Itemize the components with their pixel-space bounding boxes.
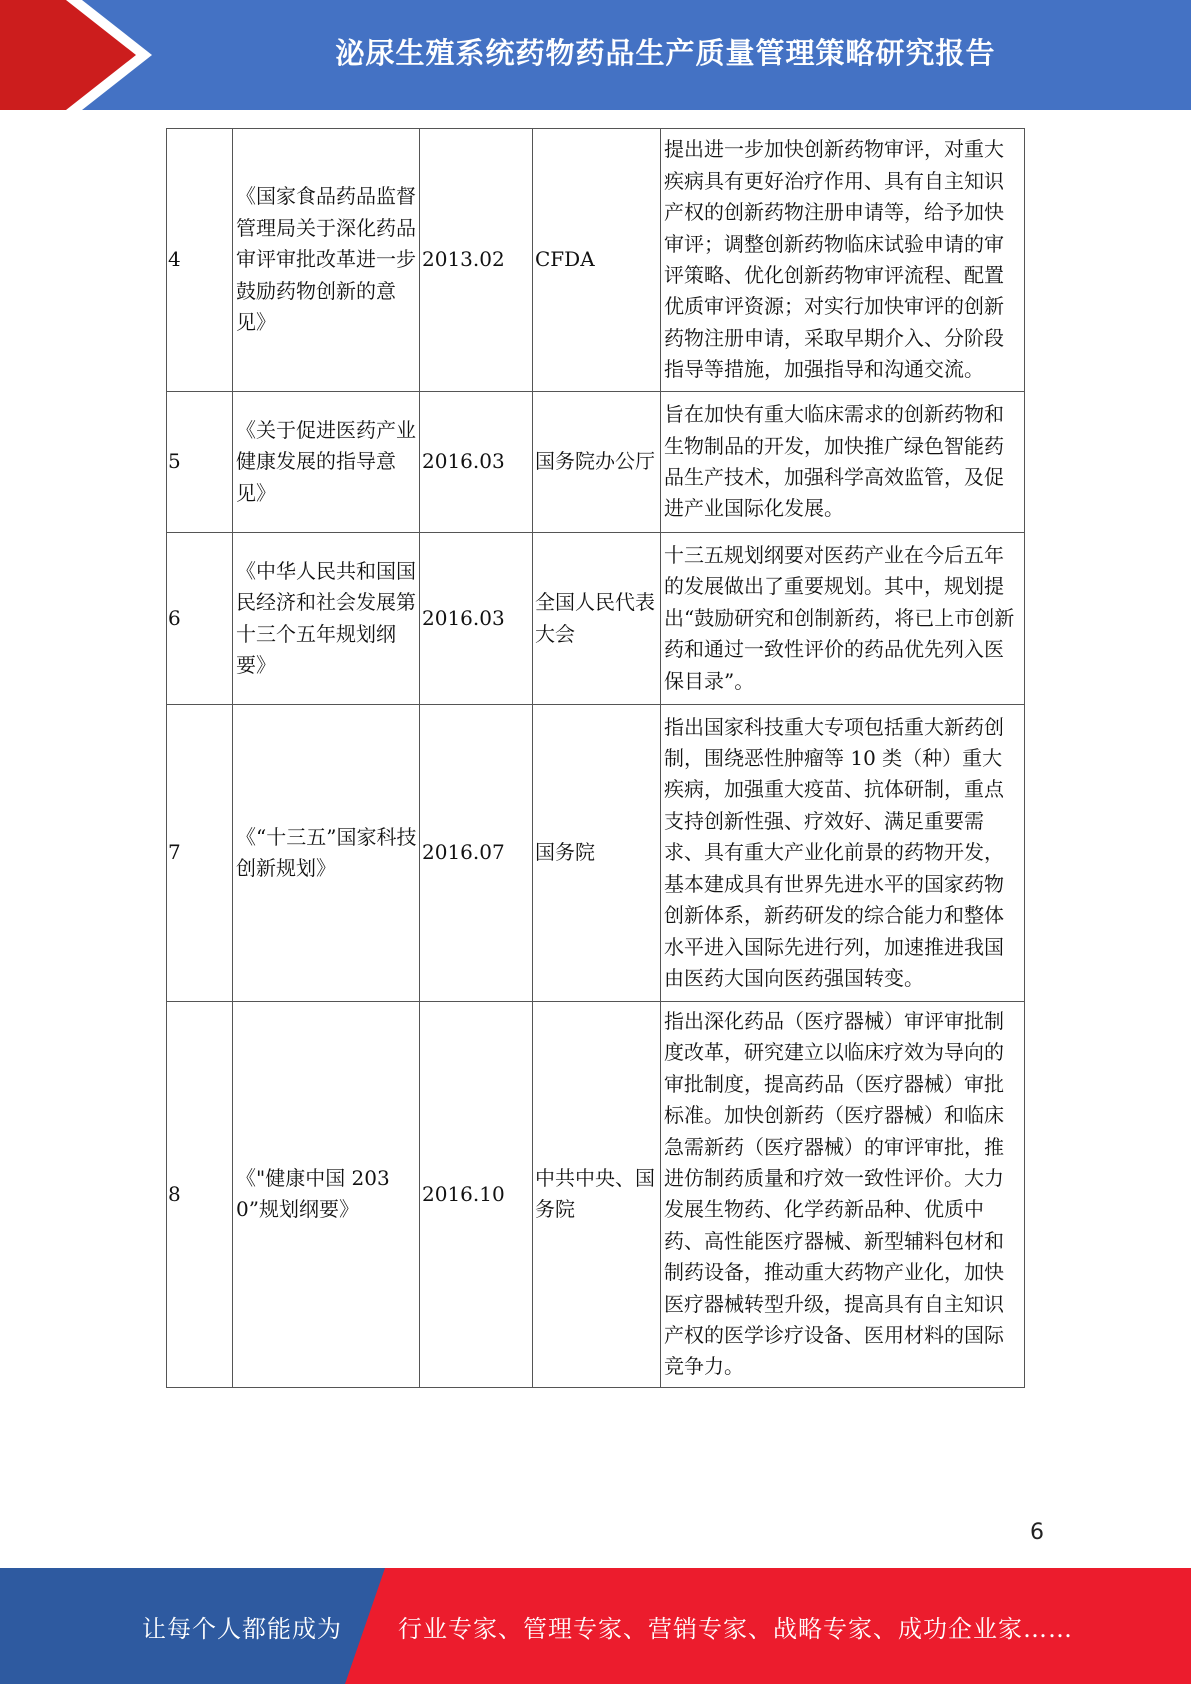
row-number: 7 xyxy=(167,705,233,1002)
footer-slogan-left: 让每个人都能成为 xyxy=(142,1614,342,1643)
issuing-body: CFDA xyxy=(533,129,661,392)
row-number: 6 xyxy=(167,533,233,705)
issue-date: 2016.10 xyxy=(420,1002,533,1388)
table-row xyxy=(167,705,1025,1002)
issue-date: 2016.03 xyxy=(420,533,533,705)
footer-slogan-right: 行业专家、管理专家、营销专家、战略专家、成功企业家…… xyxy=(398,1614,1073,1643)
table-row xyxy=(167,533,1025,705)
page-number: 6 xyxy=(1030,1520,1044,1545)
page-footer xyxy=(0,1568,1191,1684)
issue-date: 2013.02 xyxy=(420,129,533,392)
table-row xyxy=(167,392,1025,533)
policy-content: 提出进一步加快创新药物审评，对重大疾病具有更好治疗作用、具有自主知识产权的创新药物注册申请等，给予加快审评；调整创新药物临床试验申请的审评策略、优化创新药物审评流程、配置优质审评资源；对实行加快审评的创新药物注册申请，采取早期介入、分阶段指导等措施，加强指导和沟通交流。 xyxy=(661,129,1025,392)
policy-title: 《国家食品药品监督管理局关于深化药品审评审批改革进一步鼓励药物创新的意见》 xyxy=(233,129,420,392)
report-title: 泌尿生殖系统药物药品生产质量管理策略研究报告 xyxy=(335,35,996,70)
row-number: 4 xyxy=(167,129,233,392)
issue-date: 2016.03 xyxy=(420,392,533,533)
issuing-body: 国务院办公厅 xyxy=(533,392,661,533)
page-header xyxy=(0,0,1191,110)
policy-title: 《“十三五”国家科技创新规划》 xyxy=(233,705,420,1002)
row-number: 8 xyxy=(167,1002,233,1388)
issuing-body: 国务院 xyxy=(533,705,661,1002)
policy-table xyxy=(166,128,1025,1388)
policy-title: 《"健康中国 2030”规划纲要》 xyxy=(233,1002,420,1388)
policy-title: 《关于促进医药产业健康发展的指导意见》 xyxy=(233,392,420,533)
row-number: 5 xyxy=(167,392,233,533)
policy-content: 旨在加快有重大临床需求的创新药物和生物制品的开发，加快推广绿色智能药品生产技术，加强科学高效监管，及促进产业国际化发展。 xyxy=(661,392,1025,533)
header-red-arrow xyxy=(0,0,140,110)
policy-title: 《中华人民共和国国民经济和社会发展第十三个五年规划纲要》 xyxy=(233,533,420,705)
issue-date: 2016.07 xyxy=(420,705,533,1002)
issuing-body: 中共中央、国务院 xyxy=(533,1002,661,1388)
policy-content: 指出国家科技重大专项包括重大新药创制，围绕恶性肿瘤等 10 类（种）重大疾病，加强重大疫苗、抗体研制，重点支持创新性强、疗效好、满足重要需求、具有重大产业化前景的药物开发，基本建成具有世界先进水平的国家药物创新体系，新药研发的综合能力和整体水平进入国际先进行列，加速推进我国由医药大国向医药强国转变。 xyxy=(661,705,1025,1002)
policy-content: 指出深化药品（医疗器械）审评审批制度改革，研究建立以临床疗效为导向的审批制度，提高药品（医疗器械）审批标准。加快创新药（医疗器械）和临床急需新药（医疗器械）的审评审批，推进仿制药质量和疗效一致性评价。大力发展生物药、化学药新品种、优质中药、高性能医疗器械、新型辅料包材和制药设备，推动重大药物产业化，加快医疗器械转型升级，提高具有自主知识产权的医学诊疗设备、医用材料的国际竞争力。 xyxy=(661,1002,1025,1388)
policy-content: 十三五规划纲要对医药产业在今后五年的发展做出了重要规划。其中，规划提出“鼓励研究和创制新药，将已上市创新药和通过一致性评价的药品优先列入医保目录”。 xyxy=(661,533,1025,705)
table-row xyxy=(167,129,1025,392)
table-row xyxy=(167,1002,1025,1388)
issuing-body: 全国人民代表大会 xyxy=(533,533,661,705)
